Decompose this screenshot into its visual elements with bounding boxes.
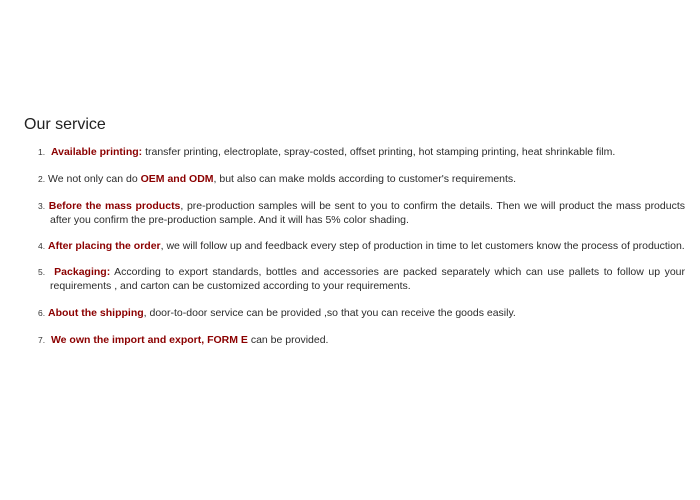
service-item-6 [38,306,685,320]
item-highlight: We own the import and export, FORM E [50,334,248,346]
item-text: , door-to-door service can be provided ,so that you can receive the goods easily. [143,307,516,319]
item-number: 1. [38,147,46,157]
item-highlight: Available printing: [50,146,143,158]
item-highlight: Packaging: [54,266,111,278]
item-text: , but also can make molds according to customer's requirements. [213,173,517,185]
item-number: 3. [38,201,46,211]
item-text-lead: We not only can do [45,173,141,185]
item-highlight: About the shipping [48,307,144,319]
service-item-2 [38,172,685,186]
item-number: 4. [38,241,46,251]
section-title: Our service [24,116,106,133]
item-number: 6. [38,308,46,318]
item-text: can be provided. [247,334,329,346]
service-item-4 [38,239,685,253]
item-number: 2. [38,174,46,184]
item-text: , we will follow up and feedback every step of production in time to let customers know the process of production. [160,240,685,252]
item-number: 5. [38,267,46,277]
item-number: 7. [38,335,46,345]
service-item-3 [38,199,685,227]
service-item-7 [38,333,685,347]
service-item-1 [38,145,685,159]
item-highlight: OEM and ODM [140,173,214,185]
service-item-5 [38,265,685,293]
item-text-continued: after you confirm the pre-production sample. And it will has 5% color shading. [50,214,409,226]
item-highlight: Before the mass products [48,200,181,212]
item-highlight: After placing the order [48,240,161,252]
item-text: According to export standards, bottles and accessories are packed separately which can use pallets to follow up your [110,266,685,278]
item-text-continued: requirements , and carton can be customized according to your requirements. [50,280,411,292]
item-text: , pre-production samples will be sent to you to confirm the details. Then we will product the mass products [180,200,685,212]
item-text: transfer printing, electroplate, spray-costed, offset printing, hot stamping printing, heat shrinkable film. [142,146,616,158]
